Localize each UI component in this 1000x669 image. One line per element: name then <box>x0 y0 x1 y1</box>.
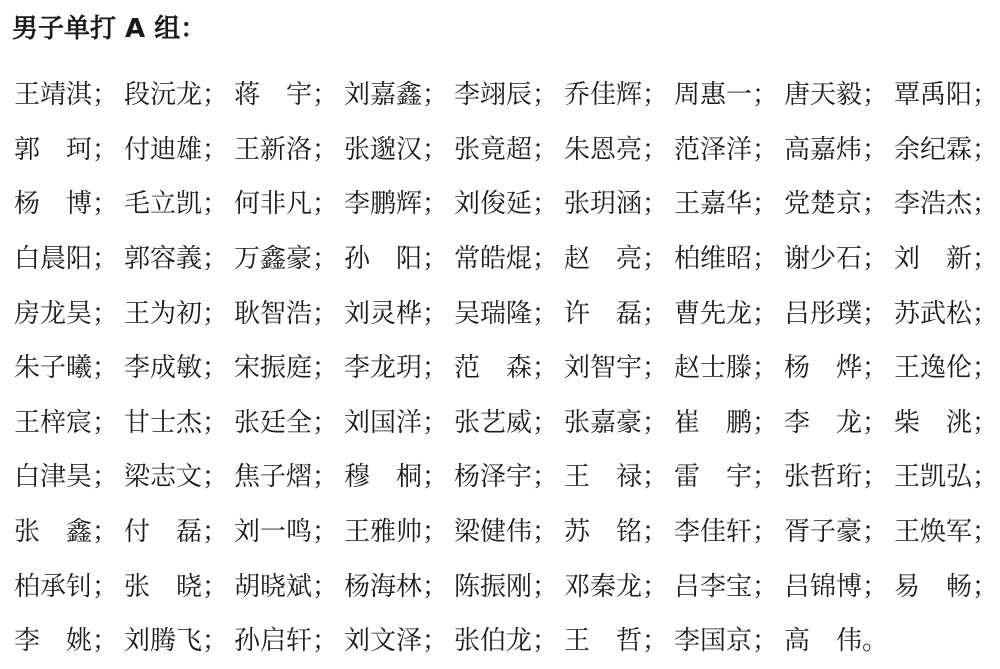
player-name <box>344 623 454 659</box>
player-name-text: 孙启轩； <box>234 626 339 657</box>
player-name <box>674 296 784 332</box>
player-name-text: 刘灵桦； <box>344 298 449 329</box>
player-name <box>234 459 344 495</box>
player-name-text: 乔佳辉； <box>564 80 669 111</box>
player-name <box>784 132 894 168</box>
player-name <box>894 569 1000 605</box>
player-name <box>344 514 454 550</box>
player-name <box>234 77 344 113</box>
player-name-text: 李 姚； <box>14 626 119 657</box>
player-name <box>894 350 1000 386</box>
player-name <box>784 569 894 605</box>
player-name <box>14 623 124 659</box>
player-name-text: 李成敏； <box>124 353 229 384</box>
player-name-text: 邓秦龙； <box>564 571 669 602</box>
player-name-text: 郭容義； <box>124 244 229 275</box>
player-name-text: 梁健伟； <box>454 517 559 548</box>
player-name <box>234 132 344 168</box>
roster-row <box>14 68 999 123</box>
player-name <box>14 405 124 441</box>
player-name <box>124 350 234 386</box>
player-name-text: 雷 宇； <box>674 462 779 493</box>
player-name <box>14 241 124 277</box>
player-name <box>454 569 564 605</box>
player-name-text: 王嘉华； <box>674 189 779 220</box>
player-name <box>784 77 894 113</box>
player-name <box>344 296 454 332</box>
player-name-text: 许 磊； <box>564 298 669 329</box>
player-name <box>564 132 674 168</box>
player-name-text: 李佳轩； <box>674 517 779 548</box>
player-name-text: 张 晓； <box>124 571 229 602</box>
player-name <box>564 186 674 222</box>
player-name-text: 穆 桐； <box>344 462 449 493</box>
player-name <box>124 186 234 222</box>
player-name-text: 李国京； <box>674 626 779 657</box>
player-name <box>124 296 234 332</box>
player-name-text: 刘一鸣； <box>234 517 339 548</box>
player-name-text: 刘国洋； <box>344 407 449 438</box>
player-name <box>674 241 784 277</box>
player-name-text: 付 磊； <box>124 517 229 548</box>
player-name-text: 王 哲； <box>564 626 669 657</box>
player-name-text: 张廷全； <box>234 407 339 438</box>
player-name <box>344 405 454 441</box>
roster-row <box>14 559 999 614</box>
player-name-text: 党楚京； <box>784 189 889 220</box>
player-name <box>894 296 1000 332</box>
player-name-text: 范泽洋； <box>674 134 779 165</box>
group-heading: 男子单打 A 组： <box>12 14 207 44</box>
player-name <box>454 241 564 277</box>
player-name-text: 吴瑞隆； <box>454 298 559 329</box>
player-name <box>344 350 454 386</box>
player-name <box>674 514 784 550</box>
player-name-text: 李翊辰； <box>454 80 559 111</box>
player-name-text: 李 龙； <box>784 407 889 438</box>
player-name <box>234 296 344 332</box>
player-name <box>784 241 894 277</box>
player-name <box>564 623 674 659</box>
player-name <box>124 514 234 550</box>
player-name <box>894 132 1000 168</box>
player-name <box>894 405 1000 441</box>
player-name-text: 杨 烨； <box>784 353 889 384</box>
player-name-text: 吕彤璞； <box>784 298 889 329</box>
player-name-text: 易 畅； <box>894 571 999 602</box>
player-name <box>784 350 894 386</box>
roster-row <box>14 177 999 232</box>
player-name-text: 王靖淇； <box>14 80 119 111</box>
player-name <box>14 186 124 222</box>
player-name-text: 张嘉豪； <box>564 407 669 438</box>
player-name <box>454 132 564 168</box>
player-name <box>564 241 674 277</box>
player-name-text: 唐天毅； <box>784 80 889 111</box>
player-name <box>784 186 894 222</box>
player-name <box>14 514 124 550</box>
player-name <box>454 77 564 113</box>
player-name-text: 吕李宝； <box>674 571 779 602</box>
player-name-text: 赵士滕； <box>674 353 779 384</box>
player-name <box>124 623 234 659</box>
player-name <box>784 623 894 659</box>
player-name <box>674 405 784 441</box>
player-name-text: 朱恩亮； <box>564 134 669 165</box>
player-name <box>14 459 124 495</box>
player-name-text: 曹先龙； <box>674 298 779 329</box>
player-name <box>14 569 124 605</box>
player-name-text: 焦子熠； <box>234 462 339 493</box>
player-name <box>344 459 454 495</box>
player-name <box>894 77 1000 113</box>
player-name-text: 苏武松； <box>894 298 999 329</box>
player-name <box>784 296 894 332</box>
player-name-text: 赵 亮； <box>564 244 669 275</box>
player-name-text: 王新洛； <box>234 134 339 165</box>
player-name-text: 段沅龙； <box>124 80 229 111</box>
player-name <box>454 623 564 659</box>
player-name <box>124 241 234 277</box>
player-name-text: 柏维昭； <box>674 244 779 275</box>
player-name-text: 苏 铭； <box>564 517 669 548</box>
player-name-text: 白津昊； <box>14 462 119 493</box>
player-name-text: 王凯弘； <box>894 462 999 493</box>
player-name <box>564 77 674 113</box>
player-name <box>234 569 344 605</box>
player-name <box>784 459 894 495</box>
player-name <box>894 186 1000 222</box>
player-name-text: 王逸伦； <box>894 353 999 384</box>
player-name-text: 王焕军； <box>894 517 999 548</box>
player-name <box>674 350 784 386</box>
player-name-text: 张 鑫； <box>14 517 119 548</box>
player-name <box>124 459 234 495</box>
player-name-text: 郭 珂； <box>14 134 119 165</box>
player-name-text: 谢少石； <box>784 244 889 275</box>
player-name-text: 王雅帅； <box>344 517 449 548</box>
player-name <box>344 241 454 277</box>
player-name <box>454 405 564 441</box>
player-name <box>784 405 894 441</box>
player-name-text: 张哲珩； <box>784 462 889 493</box>
player-name-text: 白晨阳； <box>14 244 119 275</box>
player-name-text: 刘文泽； <box>344 626 449 657</box>
player-name-text: 万鑫豪； <box>234 244 339 275</box>
player-name <box>454 514 564 550</box>
player-name-text: 付迪雄； <box>124 134 229 165</box>
player-name-text: 王为初； <box>124 298 229 329</box>
player-name-text: 李浩杰； <box>894 189 999 220</box>
player-name <box>564 405 674 441</box>
player-name-text: 耿智浩； <box>234 298 339 329</box>
player-name <box>454 186 564 222</box>
player-name <box>564 514 674 550</box>
player-name <box>674 186 784 222</box>
player-roster <box>14 68 999 669</box>
player-name <box>234 623 344 659</box>
player-name-text: 毛立凯； <box>124 189 229 220</box>
player-name-text: 张邈汉； <box>344 134 449 165</box>
player-name <box>14 350 124 386</box>
player-name <box>454 350 564 386</box>
player-name-text: 孙 阳； <box>344 244 449 275</box>
player-name-text: 张艺威； <box>454 407 559 438</box>
player-name <box>234 186 344 222</box>
roster-row <box>14 505 999 560</box>
player-name-text: 张竟超； <box>454 134 559 165</box>
player-name-text: 覃禹阳； <box>894 80 999 111</box>
player-name-text: 甘士杰； <box>124 407 229 438</box>
player-name-text: 吕锦博； <box>784 571 889 602</box>
player-name-text: 刘俊延； <box>454 189 559 220</box>
player-name-text: 蒋 宇； <box>234 80 339 111</box>
player-name-text: 胡晓斌； <box>234 571 339 602</box>
player-name <box>784 514 894 550</box>
roster-row <box>14 450 999 505</box>
player-name <box>674 132 784 168</box>
player-name <box>14 77 124 113</box>
player-name-text: 高嘉炜； <box>784 134 889 165</box>
roster-row <box>14 286 999 341</box>
player-name-text: 张玥涵； <box>564 189 669 220</box>
player-name <box>344 569 454 605</box>
roster-row <box>14 232 999 287</box>
player-name-text: 高 伟。 <box>784 626 889 657</box>
roster-row <box>14 614 994 669</box>
player-name <box>674 623 784 659</box>
player-name <box>14 132 124 168</box>
player-name-text: 刘嘉鑫； <box>344 80 449 111</box>
player-name <box>124 77 234 113</box>
player-name-text: 李龙玥； <box>344 353 449 384</box>
player-name <box>564 350 674 386</box>
player-name <box>234 405 344 441</box>
player-name-text: 柴 洮； <box>894 407 999 438</box>
player-name <box>14 296 124 332</box>
player-name <box>674 569 784 605</box>
player-name-text: 李鹏辉； <box>344 189 449 220</box>
player-name <box>344 132 454 168</box>
player-name <box>564 459 674 495</box>
player-name-text: 刘腾飞； <box>124 626 229 657</box>
player-name-text: 周惠一； <box>674 80 779 111</box>
player-name-text: 朱子曦； <box>14 353 119 384</box>
player-name <box>344 77 454 113</box>
player-name-text: 王 禄； <box>564 462 669 493</box>
player-name <box>564 569 674 605</box>
roster-row <box>14 341 999 396</box>
player-name <box>234 514 344 550</box>
player-name <box>564 296 674 332</box>
player-name-text: 王梓宸； <box>14 407 119 438</box>
player-name-text: 余纪霖； <box>894 134 999 165</box>
player-name-text: 柏承钊； <box>14 571 119 602</box>
player-name-text: 张伯龙； <box>454 626 559 657</box>
player-name <box>674 459 784 495</box>
player-name-text: 杨 博； <box>14 189 119 220</box>
player-name-text: 杨泽宇； <box>454 462 559 493</box>
player-name <box>674 77 784 113</box>
player-name <box>124 405 234 441</box>
player-name-text: 陈振刚； <box>454 571 559 602</box>
player-name-text: 常皓焜； <box>454 244 559 275</box>
player-name-text: 崔 鹏； <box>674 407 779 438</box>
player-name <box>894 241 1000 277</box>
player-name-text: 宋振庭； <box>234 353 339 384</box>
player-name <box>234 350 344 386</box>
roster-row <box>14 123 999 178</box>
player-name <box>454 459 564 495</box>
player-name <box>124 569 234 605</box>
player-name <box>894 514 1000 550</box>
player-name-text: 杨海林； <box>344 571 449 602</box>
player-name <box>344 186 454 222</box>
player-name-text: 胥子豪； <box>784 517 889 548</box>
player-name-text: 刘智宇； <box>564 353 669 384</box>
player-name <box>894 459 1000 495</box>
player-name-text: 范 森； <box>454 353 559 384</box>
player-name-text: 何非凡； <box>234 189 339 220</box>
player-name-text: 刘 新； <box>894 244 999 275</box>
player-name <box>454 296 564 332</box>
player-name-text: 房龙昊； <box>14 298 119 329</box>
player-name <box>234 241 344 277</box>
player-name-text: 梁志文； <box>124 462 229 493</box>
player-name <box>124 132 234 168</box>
roster-row <box>14 396 999 451</box>
